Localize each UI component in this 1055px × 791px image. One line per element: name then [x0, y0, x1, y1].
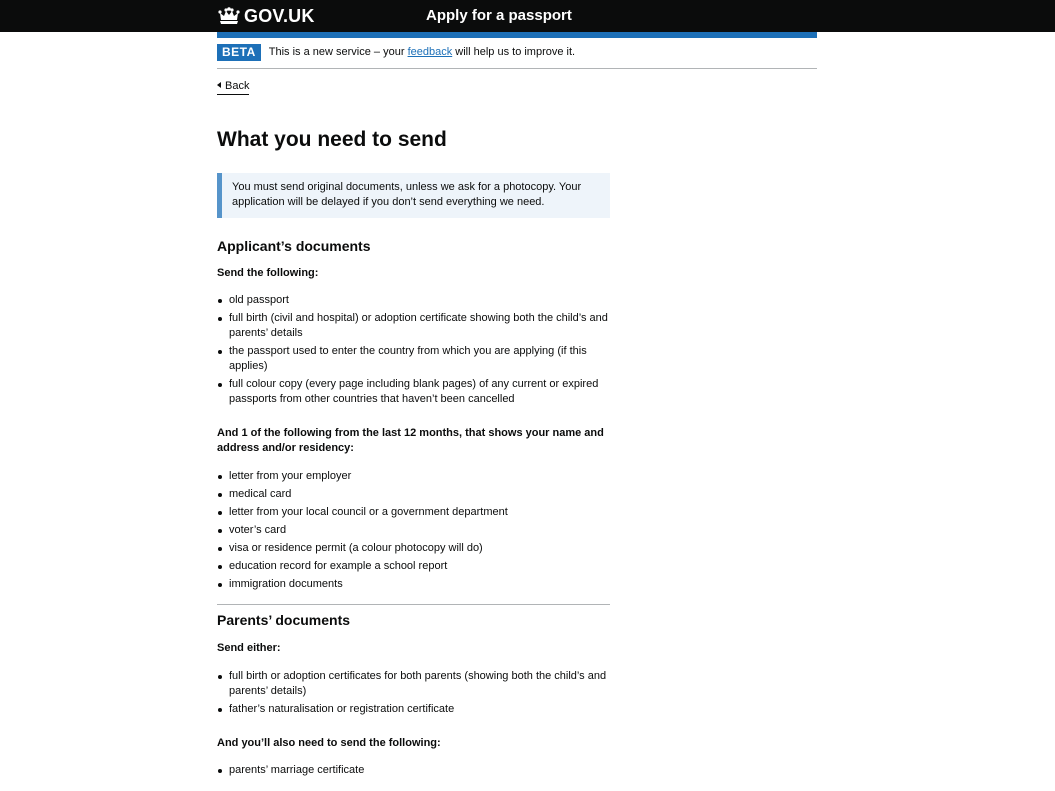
applicant-documents-list — [217, 293, 610, 407]
list-item: parents’ marriage certificate — [217, 763, 610, 778]
logo-text: GOV.UK — [244, 5, 315, 26]
main-content — [217, 126, 610, 778]
back-link-label: Back — [225, 80, 250, 92]
list-item: full colour copy (every page including blank pages) of any current or expired passports from other countries that haven’t been cancelled — [217, 377, 610, 407]
beta-tag: BETA — [217, 44, 261, 61]
back-arrow-icon — [217, 82, 221, 88]
phase-text-before: This is a new service – your — [268, 46, 408, 58]
list-item: the passport used to enter the country from which you are applying (if this applies) — [217, 344, 610, 374]
back-link[interactable] — [217, 79, 249, 95]
send-either-label: Send either: — [217, 642, 281, 654]
list-item: visa or residence permit (a colour photocopy will do) — [217, 541, 610, 556]
list-item: letter from your local council or a government department — [217, 505, 610, 520]
list-item: full birth (civil and hospital) or adoption certificate showing both the child’s and parents’ details — [217, 311, 610, 341]
parents-documents-heading: Parents’ documents — [217, 612, 351, 628]
list-item: education record for example a school report — [217, 559, 610, 574]
parents-documents-list — [217, 669, 610, 717]
phase-banner-text — [269, 44, 575, 61]
list-item: medical card — [217, 487, 610, 502]
proof-of-address-label: And 1 of the following from the last 12 months, that shows your name and address and/or residency: — [217, 427, 604, 454]
list-item: voter’s card — [217, 523, 610, 538]
feedback-link[interactable]: feedback — [407, 46, 453, 58]
list-item: immigration documents — [217, 577, 610, 592]
header-blue-bar — [217, 32, 817, 38]
also-send-list — [217, 763, 610, 778]
also-send-label: And you’ll also need to send the following: — [217, 737, 441, 749]
applicant-documents-heading: Applicant’s documents — [217, 238, 371, 254]
phase-text-after: will help us to improve it. — [452, 46, 576, 58]
list-item: father’s naturalisation or registration certificate — [217, 702, 610, 717]
list-item: full birth or adoption certificates for both parents (showing both the child’s and parents’ details) — [217, 669, 610, 699]
proof-of-address-list — [217, 469, 610, 592]
send-following-label: Send the following: — [217, 267, 319, 279]
service-name-link[interactable]: Apply for a passport — [426, 7, 572, 24]
crown-icon — [217, 6, 241, 26]
section-divider — [217, 604, 610, 605]
site-header — [0, 0, 1055, 32]
list-item: old passport — [217, 293, 610, 308]
list-item: letter from your employer — [217, 469, 610, 484]
govuk-logo-link[interactable] — [217, 5, 315, 27]
page-title: What you need to send — [217, 128, 447, 151]
header-container — [217, 0, 817, 32]
phase-banner — [217, 44, 817, 69]
inset-text: You must send original documents, unless we ask for a photocopy. Your application will be delayed if you don’t send everything we need. — [217, 173, 610, 218]
